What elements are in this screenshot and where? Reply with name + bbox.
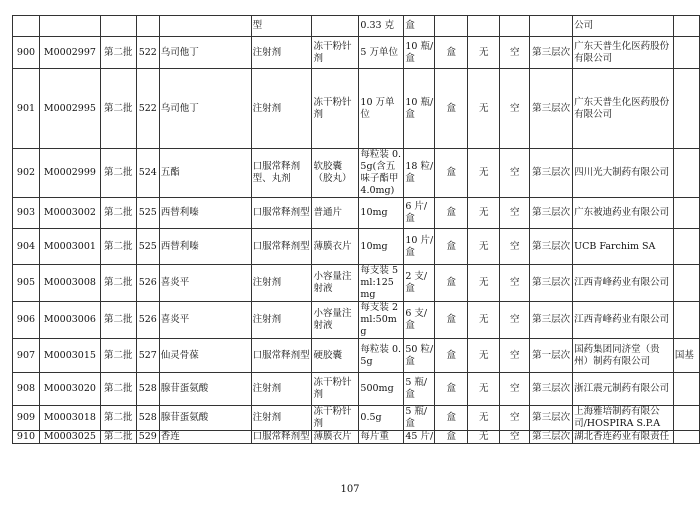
cell-row-number: 910 (13, 431, 40, 444)
cell-drug-code: M0003006 (39, 302, 100, 339)
cell-dosage-form: 口服常释剂型 (251, 431, 312, 444)
cell-sequence: 525 (136, 198, 159, 229)
cell-company: 广东被迪药业有限公司 (573, 198, 674, 229)
cell-strength: 每片重 (359, 431, 404, 444)
cell-note (673, 406, 699, 431)
cell-company: 国药集团同济堂（贵州）制药有限公司 (573, 339, 674, 373)
cell-unit: 盒 (435, 265, 468, 302)
cell-packaging: 18 粒/盒 (404, 149, 435, 198)
cell-drug-code: M0003018 (39, 406, 100, 431)
cell-unit: 盒 (435, 149, 468, 198)
cell-sequence: 524 (136, 149, 159, 198)
cell-unit: 盒 (435, 302, 468, 339)
cell-batch: 第二批 (100, 229, 136, 265)
cell-drug-name: 腺苷蛋氨酸 (159, 373, 251, 406)
cell-packaging: 50 粒/盒 (404, 339, 435, 373)
cell-strength: 每支装 5ml:125mg (359, 265, 404, 302)
cell-attribute-b: 空 (500, 406, 530, 431)
cell-batch: 第二批 (100, 302, 136, 339)
cell-packaging: 5 瓶/盒 (404, 406, 435, 431)
cell-unit: 盒 (435, 69, 468, 149)
cell-company: 江西青峰药业有限公司 (573, 265, 674, 302)
cell-attribute-a: 无 (468, 198, 500, 229)
cell-row-number: 908 (13, 373, 40, 406)
cell-attribute-b: 空 (500, 373, 530, 406)
cell-tier: 第三层次 (530, 431, 573, 444)
cell-unit: 盒 (435, 198, 468, 229)
cell-dosage-form: 型 (251, 16, 312, 37)
cell-formulation: 薄膜衣片 (312, 229, 359, 265)
table-row (13, 373, 700, 406)
cell-note (673, 265, 699, 302)
cell-batch: 第二批 (100, 406, 136, 431)
cell-attribute-b: 空 (500, 431, 530, 444)
cell-tier: 第一层次 (530, 339, 573, 373)
table-row (13, 302, 700, 339)
cell-company: 湖北香连药业有限责任 (573, 431, 674, 444)
cell-drug-name: 西替利嗪 (159, 229, 251, 265)
cell-attribute-a: 无 (468, 302, 500, 339)
table-row (13, 265, 700, 302)
cell-formulation: 冻干粉针剂 (312, 69, 359, 149)
cell-row-number: 900 (13, 37, 40, 69)
cell-sequence: 525 (136, 229, 159, 265)
cell-dosage-form: 口服常释剂型 (251, 198, 312, 229)
cell-dosage-form: 注射剂 (251, 265, 312, 302)
cell-tier: 第三层次 (530, 149, 573, 198)
cell-row-number: 901 (13, 69, 40, 149)
cell-sequence: 527 (136, 339, 159, 373)
cell-attribute-b: 空 (500, 265, 530, 302)
cell-batch: 第二批 (100, 373, 136, 406)
cell-attribute-a: 无 (468, 69, 500, 149)
cell-dosage-form: 口服常释剂型 (251, 229, 312, 265)
cell-unit: 盒 (435, 373, 468, 406)
cell-tier: 第三层次 (530, 198, 573, 229)
cell-attribute-b: 空 (500, 339, 530, 373)
cell-tier: 第三层次 (530, 69, 573, 149)
cell-company: UCB Farchim SA (573, 229, 674, 265)
cell-row-number: 902 (13, 149, 40, 198)
cell-note (673, 198, 699, 229)
cell-note (673, 373, 699, 406)
cell-formulation: 小容量注射液 (312, 265, 359, 302)
cell-packaging: 45 片/ (405, 431, 434, 442)
cell-packaging: 10 瓶/盒 (404, 69, 435, 149)
cell-batch: 第二批 (100, 339, 136, 373)
table-row-continued (13, 16, 700, 37)
cell-attribute-a: 无 (468, 431, 500, 444)
cell-note (673, 431, 699, 444)
table-row (13, 69, 700, 149)
cell-drug-name: 仙灵骨葆 (159, 339, 251, 373)
cell-sequence: 529 (136, 431, 159, 444)
cell-packaging: 10 瓶/盒 (404, 37, 435, 69)
cell-packaging: 2 支/盒 (404, 265, 435, 302)
cell-drug-name: 五酯 (159, 149, 251, 198)
cell-formulation: 软胶囊（胶丸） (312, 149, 359, 198)
cell-attribute-a: 无 (468, 339, 500, 373)
cell-sequence: 528 (136, 406, 159, 431)
cell-unit: 盒 (435, 339, 468, 373)
table-row (13, 229, 700, 265)
cell-strength: 500mg (359, 373, 404, 406)
cell-note: 国基 (673, 339, 699, 373)
cell-dosage-form: 口服常释剂型、丸剂 (251, 149, 312, 198)
cell-note (673, 229, 699, 265)
cell-drug-name: 香连 (159, 431, 251, 444)
cell-company: 上海雅培制药有限公司/HOSPIRA S.P.A (573, 406, 674, 431)
cell-drug-code: M0003015 (39, 339, 100, 373)
cell-drug-name: 喜炎平 (159, 265, 251, 302)
cell-attribute-a: 无 (468, 265, 500, 302)
cell-tier: 第三层次 (530, 373, 573, 406)
cell-batch: 第二批 (100, 265, 136, 302)
cell-unit: 盒 (435, 431, 468, 444)
cell-attribute-b: 空 (500, 198, 530, 229)
cell-note (673, 37, 699, 69)
cell-sequence: 528 (136, 373, 159, 406)
cell-sequence: 522 (136, 37, 159, 69)
cell-company: 四川光大制药有限公司 (573, 149, 674, 198)
cell-strength: 每粒装 0.5g(含五味子酯甲4.0mg) (359, 149, 404, 198)
cell-drug-code: M0003001 (39, 229, 100, 265)
cell-dosage-form: 注射剂 (251, 373, 312, 406)
cell-tier: 第三层次 (530, 229, 573, 265)
cell-batch: 第二批 (100, 37, 136, 69)
cell-row-number: 909 (13, 406, 40, 431)
cell-company: 江西青峰药业有限公司 (573, 302, 674, 339)
cell-drug-code: M0003020 (39, 373, 100, 406)
cell-formulation: 普通片 (312, 198, 359, 229)
table-row (13, 406, 700, 431)
cell-company: 浙江震元制药有限公司 (573, 373, 674, 406)
cell-drug-code: M0003008 (39, 265, 100, 302)
cell-dosage-form: 注射剂 (251, 37, 312, 69)
cell-drug-code: M0003002 (39, 198, 100, 229)
cell-row-number: 904 (13, 229, 40, 265)
cell-strength: 5 万单位 (359, 37, 404, 69)
cell-attribute-a: 无 (468, 373, 500, 406)
cell-packaging: 5 瓶/盒 (404, 373, 435, 406)
cell-company: 广东天普生化医药股份有限公司 (573, 37, 674, 69)
cell-packaging: 10 片/盒 (404, 229, 435, 265)
drug-list-table (12, 15, 700, 444)
cell-note (673, 149, 699, 198)
cell-drug-code: M0002999 (39, 149, 100, 198)
cell-formulation: 冻干粉针剂 (312, 373, 359, 406)
cell-batch: 第二批 (100, 198, 136, 229)
cell-drug-code: M0003025 (39, 431, 100, 444)
cell-company: 公司 (573, 16, 674, 37)
cell-attribute-b: 空 (500, 302, 530, 339)
cell-note (673, 69, 699, 149)
cell-formulation: 硬胶囊 (312, 339, 359, 373)
cell-tier: 第三层次 (530, 37, 573, 69)
cell-sequence: 522 (136, 69, 159, 149)
cell-sequence: 526 (136, 265, 159, 302)
cell-formulation: 小容量注射液 (312, 302, 359, 339)
table-row (13, 339, 700, 373)
cell-drug-name: 腺苷蛋氨酸 (159, 406, 251, 431)
cell-attribute-a: 无 (468, 229, 500, 265)
cell-dosage-form: 注射剂 (251, 406, 312, 431)
cell-note (673, 302, 699, 339)
cell-row-number: 907 (13, 339, 40, 373)
cell-drug-name: 乌司他丁 (159, 37, 251, 69)
table-row (13, 37, 700, 69)
cell-dosage-form: 注射剂 (251, 302, 312, 339)
cell-packaging: 6 支/盒 (404, 302, 435, 339)
page-number: 107 (340, 484, 360, 495)
cell-packaging: 6 片/盒 (404, 198, 435, 229)
cell-attribute-a: 无 (468, 37, 500, 69)
cell-strength: 0.5g (359, 406, 404, 431)
cell-row-number: 905 (13, 265, 40, 302)
cell-attribute-a: 无 (468, 149, 500, 198)
cell-attribute-b: 空 (500, 37, 530, 69)
table-row (13, 431, 700, 444)
cell-attribute-b: 空 (500, 69, 530, 149)
cell-unit: 盒 (435, 229, 468, 265)
cell-batch: 第二批 (100, 431, 136, 444)
cell-drug-code: M0002995 (39, 69, 100, 149)
cell-attribute-a: 无 (468, 406, 500, 431)
cell-strength: 10mg (359, 198, 404, 229)
cell-drug-name: 西替利嗪 (159, 198, 251, 229)
cell-drug-code: M0002997 (39, 37, 100, 69)
cell-formulation: 冻干粉针剂 (312, 406, 359, 431)
cell-strength: 每粒装 0.5g (359, 339, 404, 373)
cell-drug-name: 乌司他丁 (159, 69, 251, 149)
cell-tier: 第三层次 (530, 406, 573, 431)
cell-batch: 第二批 (100, 149, 136, 198)
cell-strength: 10mg (359, 229, 404, 265)
table-row (13, 149, 700, 198)
cell-formulation: 薄膜衣片 (312, 431, 359, 444)
cell-row-number: 906 (13, 302, 40, 339)
cell-strength: 10 万单位 (359, 69, 404, 149)
cell-dosage-form: 注射剂 (251, 69, 312, 149)
cell-dosage-form: 口服常释剂型 (251, 339, 312, 373)
cell-sequence: 526 (136, 302, 159, 339)
cell-strength: 0.33 克 (359, 16, 404, 37)
cell-batch: 第二批 (100, 69, 136, 149)
cell-attribute-b: 空 (500, 229, 530, 265)
cell-unit: 盒 (435, 37, 468, 69)
table-row (13, 198, 700, 229)
cell-strength: 每支装 2ml:50mg (359, 302, 404, 339)
cell-tier: 第三层次 (530, 302, 573, 339)
cell-attribute-b: 空 (500, 149, 530, 198)
cell-company: 广东天普生化医药股份有限公司 (573, 69, 674, 149)
cell-formulation: 冻干粉针剂 (312, 37, 359, 69)
cell-unit: 盒 (435, 406, 468, 431)
cell-drug-name: 喜炎平 (159, 302, 251, 339)
drug-list-table-wrap (12, 15, 700, 444)
cell-packaging: 盒 (404, 16, 435, 37)
cell-tier: 第三层次 (530, 265, 573, 302)
cell-row-number: 903 (13, 198, 40, 229)
